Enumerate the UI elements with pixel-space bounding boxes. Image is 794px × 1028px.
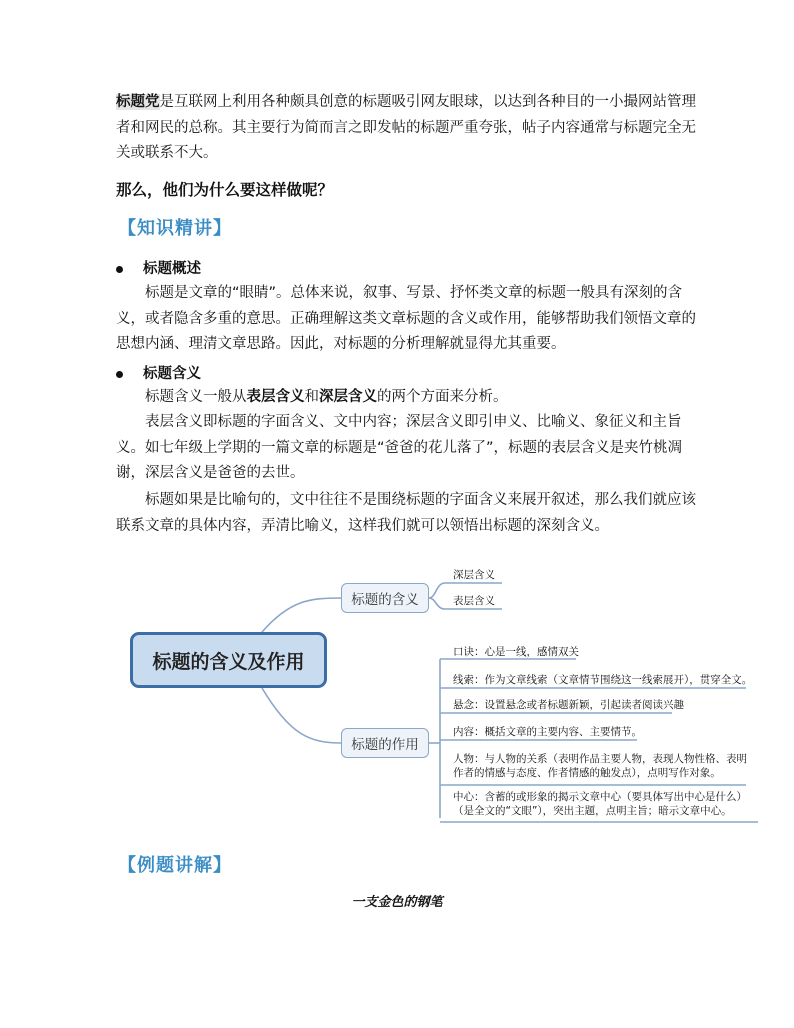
meaning-p1-after: 的两个方面来分析。 bbox=[377, 389, 508, 405]
mindmap-leaf-clue: 线索：作为文章线索（文章情节围绕这一线索展开），贯穿全文。 bbox=[453, 674, 753, 686]
meaning-paragraph-3: 标题如果是比喻句的，文中往往不是围绕标题的字面含义来展开叙述，那么我们就应该联系文章的具体内容，弄清比喻义，这样我们就可以领悟出标题的深刻含义。 bbox=[116, 492, 696, 534]
mindmap-leaf-content: 内容：概括文章的主要内容、主要情节。 bbox=[453, 726, 642, 738]
intro-paragraph bbox=[116, 90, 696, 167]
section-examples: 【例题讲解】 bbox=[118, 855, 232, 876]
connector-root-function bbox=[262, 688, 341, 743]
mindmap-root: 标题的含义及作用 bbox=[130, 632, 327, 688]
mindmap-branch-function: 标题的作用 bbox=[341, 728, 429, 758]
mindmap-leaf-theme: 中心：含蓄的或形象的揭示文章中心（要具体写出中心是什么）（是全文的“文眼”），突出主题，点明主旨；暗示文章中心。 bbox=[453, 791, 747, 817]
bullet-icon bbox=[116, 371, 123, 378]
mindmap-leaf-character: 人物：与人物的关系（表明作品主要人物，表现人物性格、表明作者的情感与态度、作者情感的触发点），点明写作对象。 bbox=[453, 753, 747, 779]
overview-paragraph: 标题是文章的“眼睛”。总体来说，叙事、写景、抒怀类文章的标题一般具有深刻的含义，或者隐含多重的意思。正确理解这类文章标题的含义或作用，能够帮助我们领悟文章的思想内涵、理清文章思路。因此，对标题的分析理解就显得尤其重要。 bbox=[116, 285, 696, 352]
mindmap-leaf-surface: 表层含义 bbox=[453, 595, 495, 607]
section-knowledge: 【知识精讲】 bbox=[118, 218, 232, 239]
mindmap-leaf-deep: 深层含义 bbox=[453, 569, 495, 581]
meaning-paragraph-1 bbox=[116, 385, 696, 411]
intro-text: 是互联网上利用各种颇具创意的标题吸引网友眼球，以达到各种目的一小撮网站管理者和网民的总称。其主要行为简而言之即发帖的标题严重夸张，帖子内容通常与标题完全无关或联系不大。 bbox=[116, 94, 696, 161]
bullet-meaning-label: 标题含义 bbox=[143, 366, 201, 382]
meaning-term-deep: 深层含义 bbox=[319, 389, 377, 405]
meaning-term-surface: 表层含义 bbox=[246, 389, 305, 405]
question-line: 那么，他们为什么要这样做呢？ bbox=[116, 181, 334, 199]
meaning-p1-mid: 和 bbox=[304, 389, 319, 405]
meaning-p1-before: 标题含义一般从 bbox=[145, 389, 247, 405]
mindmap-branch-meaning: 标题的含义 bbox=[341, 583, 429, 613]
example-title: 一支金色的钢笔 bbox=[351, 895, 443, 910]
bullet-overview-label: 标题概述 bbox=[143, 261, 201, 277]
bullet-overview bbox=[116, 257, 201, 278]
intro-term: 标题党 bbox=[116, 94, 160, 110]
bullet-meaning bbox=[116, 362, 201, 383]
meaning-paragraph-2: 表层含义即标题的字面含义、文中内容；深层含义即引申义、比喻义、象征义和主旨义。如七年级上学期的一篇文章的标题是“爸爸的花儿落了”，标题的表层含义是夹竹桃凋谢，深层含义是爸爸的去世。 bbox=[116, 414, 683, 481]
connector-root-meaning bbox=[262, 598, 341, 632]
mindmap-leaf-suspense: 悬念：设置悬念或者标题新颖，引起读者阅读兴趣 bbox=[453, 699, 684, 711]
mindmap-leaf-formula: 口诀：心是一线，感情双关 bbox=[453, 646, 579, 658]
bullet-icon bbox=[116, 266, 123, 273]
